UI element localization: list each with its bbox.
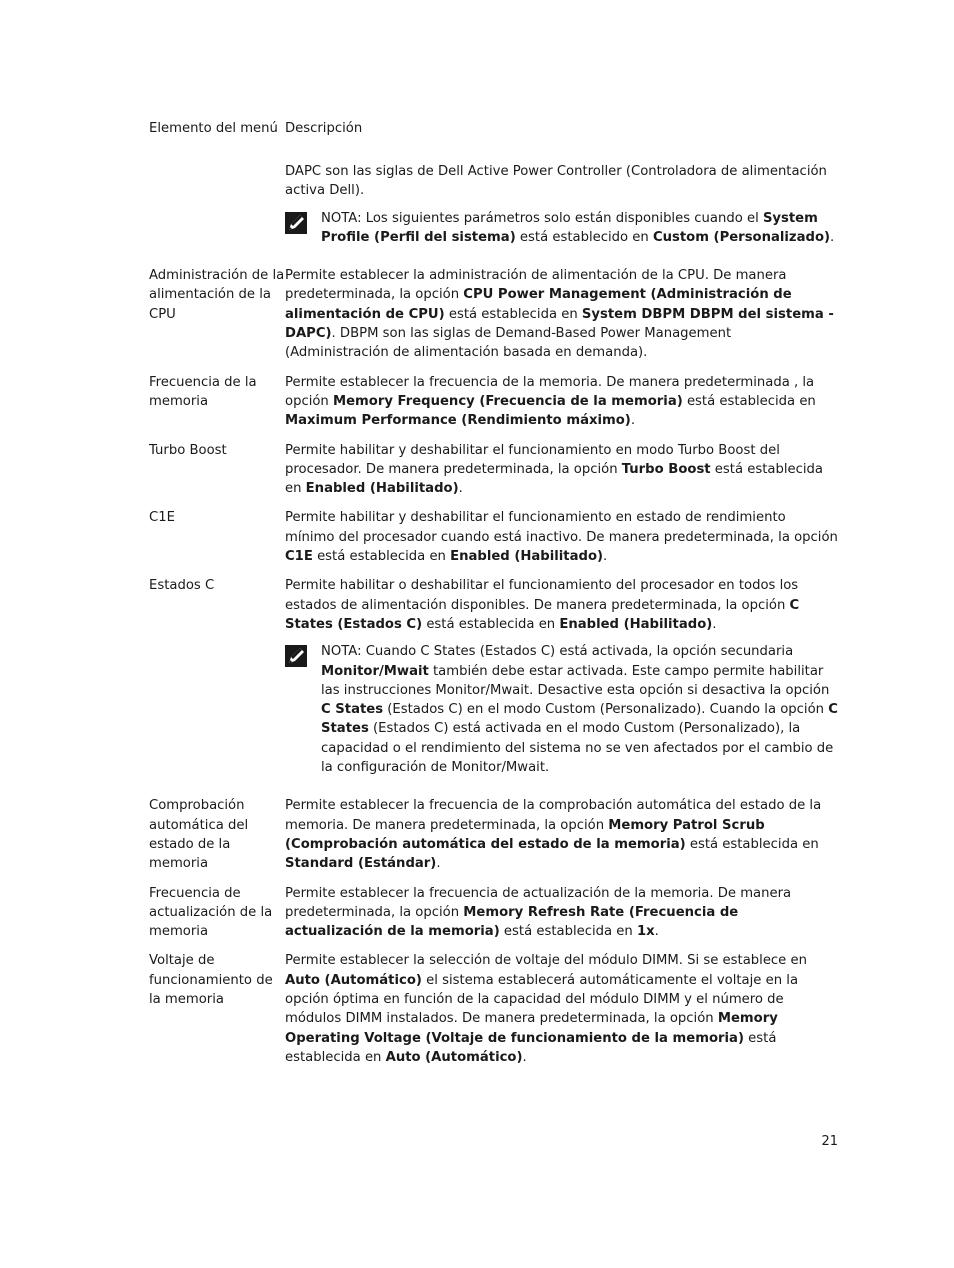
bold-run: 1x: [636, 924, 655, 940]
bold-run: Maximum Performance (Rendimiento máximo): [285, 413, 631, 429]
text-run: .: [603, 549, 608, 565]
text-run: NOTA:: [321, 644, 362, 660]
table-row: [149, 951, 839, 1067]
row-description: [285, 373, 839, 431]
note-text: [321, 209, 839, 248]
bold-run: Auto (Automático): [385, 1049, 523, 1065]
bold-run: Monitor/Mwait: [321, 663, 429, 679]
text-run: Permite habilitar y deshabilitar el funcionamiento en estado de rendimiento mínimo del procesador cuando está inactivo. De manera predeterminada, la opción: [285, 510, 838, 545]
bold-run: Memory Frequency (Frecuencia de la memoria): [332, 393, 683, 409]
bold-run: Turbo Boost: [621, 461, 711, 477]
bold-run: C1E: [285, 549, 313, 565]
bold-run: Enabled (Habilitado): [305, 481, 459, 497]
text-run: está establecida en: [285, 461, 823, 497]
text-run: el sistema establecerá automáticamente el voltaje en la opción óptima en función de la capacidad del módulo DIMM y el número de módulos DIMM instalados. De manera predeterminada, la opción: [285, 972, 799, 1027]
bold-run: Memory Refresh Rate (Frecuencia de actualización de la memoria): [285, 904, 739, 940]
text-run: .: [458, 481, 463, 497]
bold-run: Memory Patrol Scrub (Comprobación automática del estado de la memoria): [285, 817, 765, 852]
table-row: [149, 266, 839, 362]
menu-items-table: [149, 119, 839, 1067]
row-term: Frecuencia de la memoria: [149, 374, 257, 409]
note-block: [285, 209, 839, 248]
row-description: [285, 951, 839, 1067]
text-run: Permite establecer la administración de alimentación de la CPU. De manera predeterminada, la opción: [285, 268, 787, 303]
text-run: .: [436, 856, 441, 872]
table-row: [149, 441, 839, 499]
text-run: .: [712, 616, 717, 632]
table-row: [149, 884, 839, 942]
intro-text: DAPC son las siglas de Dell Active Power Controller (Controladora de alimentación activa Dell).: [285, 164, 827, 199]
text-run: (Estados C) está activada en el modo Custom (Personalizado), la capacidad o el rendimiento del sistema no se ven afectados por el cambio de la configuración de Monitor/Mwait.: [321, 721, 834, 776]
row-term: Voltaje de funcionamiento de la memoria: [149, 953, 273, 1007]
table-header: [149, 119, 839, 159]
text-run: también debe estar activada. Este campo permite habilitar las instrucciones Monitor/Mwait. Desactive esta opción si desactiva la opción: [321, 663, 830, 698]
bold-run: C States: [321, 702, 838, 737]
table-row: [149, 373, 839, 431]
row-description: [285, 884, 839, 942]
table-row: [149, 162, 839, 247]
text-run: .: [522, 1049, 527, 1065]
text-run: Permite establecer la selección de voltaje del módulo DIMM. Si se establece en: [285, 953, 807, 969]
text-run: está establecida en: [682, 393, 816, 409]
row-description: [285, 266, 839, 362]
text-run: Permite establecer la frecuencia de la memoria. De manera predeterminada , la opción: [285, 374, 815, 409]
page-number: 21: [821, 1134, 838, 1149]
bold-run: Memory Operating Voltage (Voltaje de funcionamiento de la memoria): [285, 1011, 778, 1046]
text-run: .: [830, 229, 835, 245]
bold-run: CPU Power Management (Administración de alimentación de CPU): [285, 287, 792, 322]
note-pencil-icon: [285, 642, 321, 673]
text-run: está establecida en: [422, 616, 560, 632]
row-description: [285, 508, 839, 566]
row-term: Administración de la alimentación de la CPU: [149, 268, 285, 322]
table-row: [149, 508, 839, 566]
text-run: Cuando C States (Estados C) está activada, la opción secundaria: [361, 644, 794, 660]
table-row: [149, 576, 839, 777]
table-row: [149, 796, 839, 873]
bold-run: System DBPM DBPM del sistema - DAPC): [285, 306, 834, 342]
text-run: Permite establecer la frecuencia de la comprobación automática del estado de la memoria. De manera predeterminada, la opción: [285, 798, 822, 833]
header-description: Descripción: [285, 121, 363, 136]
text-run: Permite habilitar o deshabilitar el funcionamiento del procesador en todos los estados de alimentación disponibles. De manera predeterminada, la opción: [285, 578, 799, 613]
text-run: (Estados C) en el modo Custom (Personalizado). Cuando la opción: [383, 702, 829, 718]
text-run: Los siguientes parámetros solo están disponibles cuando el: [361, 210, 763, 226]
bold-run: C States: [321, 702, 384, 718]
text-run: está establecida en: [444, 306, 582, 322]
header-term: Elemento del menú: [149, 121, 278, 136]
row-description: [285, 441, 839, 499]
text-run: está establecida en: [499, 924, 637, 940]
text-run: está establecida en: [312, 549, 451, 565]
row-description: [285, 796, 839, 873]
text-run: NOTA:: [321, 210, 362, 226]
note-pencil-icon: [285, 209, 321, 240]
text-run: está establecida en: [685, 836, 819, 852]
bold-run: Enabled (Habilitado): [559, 616, 713, 632]
row-description: [285, 576, 839, 634]
bold-run: System Profile (Perfil del sistema): [321, 210, 818, 245]
note-block: [285, 642, 839, 777]
text-run: está establecido en: [515, 229, 653, 245]
bold-run: Custom (Personalizado): [652, 229, 831, 245]
row-term: C1E: [149, 510, 175, 526]
bold-run: Auto (Automático): [285, 972, 422, 988]
text-run: .: [654, 924, 659, 940]
text-run: Permite habilitar y deshabilitar el funcionamiento en modo Turbo Boost del procesador. De manera predeterminada, la opción: [285, 442, 780, 477]
row-term: Estados C: [149, 578, 215, 594]
text-run: . DBPM son las siglas de Demand-Based Power Management (Administración de alimentación basada en demanda).: [285, 326, 732, 361]
bold-run: Standard (Estándar): [285, 856, 437, 872]
row-term: Turbo Boost: [149, 442, 227, 458]
row-term: Frecuencia de actualización de la memoria: [149, 885, 273, 940]
text-run: Permite establecer la frecuencia de actualización de la memoria. De manera predeterminada, la opción: [285, 885, 792, 920]
bold-run: Enabled (Habilitado): [450, 549, 604, 565]
row-term: Comprobación automática del estado de la memoria: [149, 798, 249, 872]
text-run: .: [630, 413, 636, 429]
bold-run: C States (Estados C): [285, 597, 800, 632]
text-run: está establecida en: [285, 1030, 777, 1065]
note-text: [321, 642, 839, 777]
